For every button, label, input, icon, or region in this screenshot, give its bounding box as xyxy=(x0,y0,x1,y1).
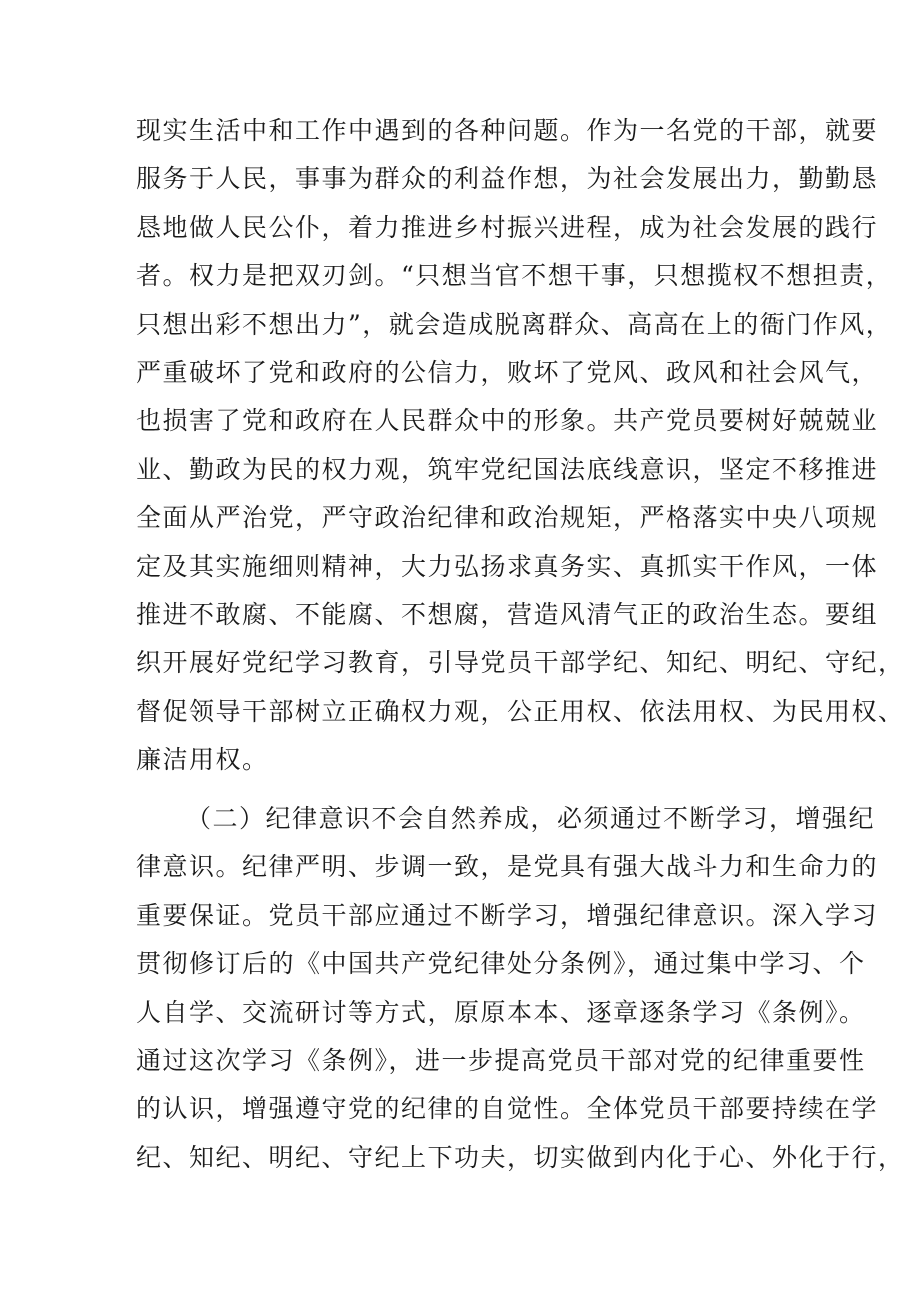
section-heading-line: （二）纪律意识不会自然养成，必须通过不断学习，增强纪 xyxy=(186,804,876,833)
text-line: 也损害了党和政府在人民群众中的形象。共产党员要树好兢兢业 xyxy=(136,406,879,436)
text-line: 定及其实施细则精神，大力弘扬求真务实、真抓实干作风，一体 xyxy=(136,551,879,581)
text-line: 廉洁用权。 xyxy=(136,745,269,775)
text-line: 服务于人民，事事为群众的利益作想，为社会发展出力，勤勤恳 xyxy=(136,164,879,194)
text-line: 贯彻修订后的《中国共产党纪律处分条例》，通过集中学习、个 xyxy=(136,949,866,979)
text-line: 只想出彩不想出力”，就会造成脱离群众、高高在上的衙门作风， xyxy=(136,309,893,339)
text-line: 督促领导干部树立正确权力观，公正用权、依法用权、为民用权、 xyxy=(136,696,905,726)
text-line: 业、勤政为民的权力观，筑牢党纪国法底线意识，坚定不移推进 xyxy=(136,454,879,484)
text-line: 织开展好党纪学习教育，引导党员干部学纪、知纪、明纪、守纪， xyxy=(136,648,905,678)
text-line: 严重破坏了党和政府的公信力，败坏了党风、政风和社会风气， xyxy=(136,357,879,387)
text-line: 通过这次学习《条例》，进一步提高党员干部对党的纪律重要性 xyxy=(136,1045,866,1075)
text-line: 者。权力是把双刃剑。“只想当官不想干事，只想揽权不想担责， xyxy=(136,261,893,291)
text-line: 重要保证。党员干部应通过不断学习，增强纪律意识。深入学习 xyxy=(136,900,879,930)
text-line: 现实生活中和工作中遇到的各种问题。作为一名党的干部，就要 xyxy=(136,116,879,145)
text-line: 全面从严治党，严守政治纪律和政治规矩，严格落实中央八项规 xyxy=(136,503,879,533)
text-line: 推进不敢腐、不能腐、不想腐，营造风清气正的政治生态。要组 xyxy=(136,599,879,629)
text-line: 恳地做人民公仆，着力推进乡村振兴进程，成为社会发展的践行 xyxy=(136,212,879,242)
text-line: 人自学、交流研讨等方式，原原本本、逐章逐条学习《条例》。 xyxy=(136,997,866,1027)
text-line: 纪、知纪、明纪、守纪上下功夫，切实做到内化于心、外化于行， xyxy=(136,1142,905,1172)
text-line: 律意识。纪律严明、步调一致，是党具有强大战斗力和生命力的 xyxy=(136,852,879,882)
paragraph-1 xyxy=(136,107,905,784)
text-line: 的认识，增强遵守党的纪律的自觉性。全体党员干部要持续在学 xyxy=(136,1094,879,1124)
paragraph-2 xyxy=(136,795,905,1182)
